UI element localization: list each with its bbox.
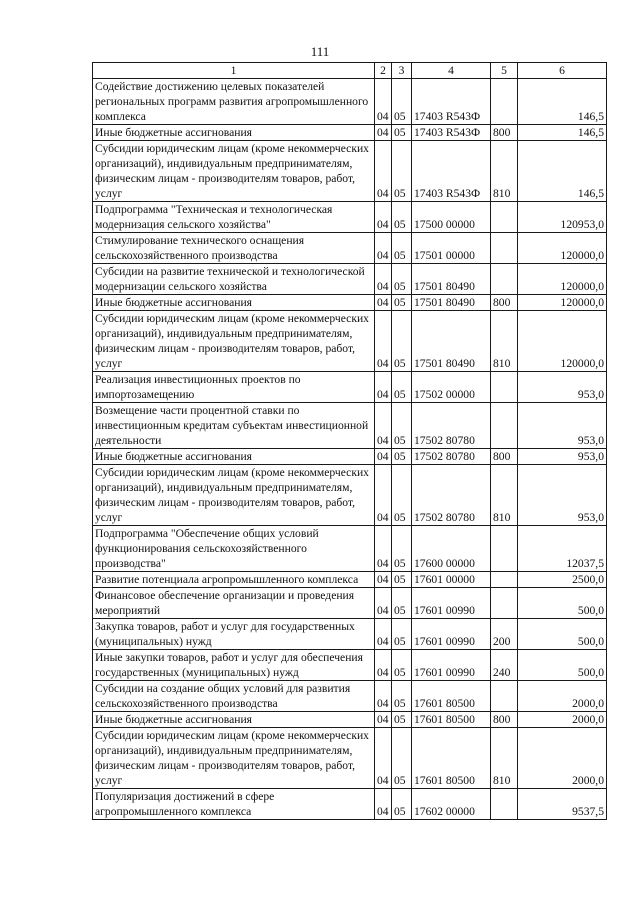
row-expense-type: 810 [491, 311, 518, 372]
table-row [93, 233, 607, 264]
row-expense-type [491, 526, 518, 572]
row-amount: 120000,0 [518, 295, 607, 311]
row-expense-type: 240 [491, 650, 518, 681]
row-amount: 953,0 [518, 449, 607, 465]
row-name: Субсидии юридическим лицам (кроме некоммерческих организаций), индивидуальным предпринимателям, физическим лицам - производителям товаров, работ, услуг [93, 728, 375, 789]
table-row [93, 295, 607, 311]
row-name: Финансовое обеспечение организации и проведения мероприятий [93, 588, 375, 619]
row-name: Иные бюджетные ассигнования [93, 295, 375, 311]
row-subsection: 05 [392, 789, 412, 820]
row-target-code: 17501 80490 [412, 311, 491, 372]
table-row [93, 712, 607, 728]
row-amount: 120000,0 [518, 233, 607, 264]
row-subsection: 05 [392, 650, 412, 681]
row-expense-type: 810 [491, 141, 518, 202]
table-row [93, 681, 607, 712]
row-target-code: 17601 00990 [412, 619, 491, 650]
row-section: 04 [375, 311, 392, 372]
row-section: 04 [375, 650, 392, 681]
table-row [93, 141, 607, 202]
header-target-code: 4 [412, 63, 491, 79]
table-row [93, 572, 607, 588]
row-target-code: 17500 00000 [412, 202, 491, 233]
row-target-code: 17501 80490 [412, 264, 491, 295]
row-subsection: 05 [392, 712, 412, 728]
table-row [93, 372, 607, 403]
row-name: Подпрограмма "Техническая и технологическая модернизация сельского хозяйства" [93, 202, 375, 233]
row-amount: 2000,0 [518, 681, 607, 712]
row-name: Возмещение части процентной ставки по инвестиционным кредитам субъектам инвестиционной деятельности [93, 403, 375, 449]
row-subsection: 05 [392, 125, 412, 141]
row-section: 04 [375, 728, 392, 789]
row-expense-type: 800 [491, 295, 518, 311]
row-name: Закупка товаров, работ и услуг для государственных (муниципальных) нужд [93, 619, 375, 650]
row-name: Субсидии юридическим лицам (кроме некоммерческих организаций), индивидуальным предпринимателям, физическим лицам - производителям товаров, работ, услуг [93, 465, 375, 526]
row-section: 04 [375, 403, 392, 449]
row-amount: 12037,5 [518, 526, 607, 572]
row-section: 04 [375, 789, 392, 820]
row-section: 04 [375, 141, 392, 202]
row-name: Иные бюджетные ассигнования [93, 712, 375, 728]
row-expense-type: 200 [491, 619, 518, 650]
row-target-code: 17502 80780 [412, 449, 491, 465]
row-target-code: 17602 00000 [412, 789, 491, 820]
table-row [93, 79, 607, 125]
row-subsection: 05 [392, 264, 412, 295]
row-expense-type [491, 681, 518, 712]
row-expense-type: 800 [491, 449, 518, 465]
row-target-code: 17403 R543Ф [412, 125, 491, 141]
row-subsection: 05 [392, 465, 412, 526]
header-section: 2 [375, 63, 392, 79]
row-target-code: 17502 80780 [412, 403, 491, 449]
row-subsection: 05 [392, 681, 412, 712]
row-section: 04 [375, 619, 392, 650]
row-amount: 953,0 [518, 465, 607, 526]
row-subsection: 05 [392, 79, 412, 125]
header-amount: 6 [518, 63, 607, 79]
row-subsection: 05 [392, 141, 412, 202]
row-name: Стимулирование технического оснащения сельскохозяйственного производства [93, 233, 375, 264]
row-subsection: 05 [392, 311, 412, 372]
row-amount: 500,0 [518, 588, 607, 619]
row-section: 04 [375, 681, 392, 712]
row-subsection: 05 [392, 526, 412, 572]
row-target-code: 17501 00000 [412, 233, 491, 264]
row-section: 04 [375, 465, 392, 526]
row-expense-type [491, 572, 518, 588]
header-subsection: 3 [392, 63, 412, 79]
row-section: 04 [375, 125, 392, 141]
page-number: 111 [310, 44, 330, 59]
row-target-code: 17501 80490 [412, 295, 491, 311]
row-name: Содействие достижению целевых показателей региональных программ развития агропромышленного комплекса [93, 79, 375, 125]
row-amount: 146,5 [518, 141, 607, 202]
row-target-code: 17600 00000 [412, 526, 491, 572]
row-subsection: 05 [392, 619, 412, 650]
header-name: 1 [93, 63, 375, 79]
row-section: 04 [375, 233, 392, 264]
row-section: 04 [375, 264, 392, 295]
row-subsection: 05 [392, 372, 412, 403]
row-target-code: 17403 R543Ф [412, 141, 491, 202]
row-subsection: 05 [392, 233, 412, 264]
row-expense-type [491, 202, 518, 233]
row-subsection: 05 [392, 728, 412, 789]
row-subsection: 05 [392, 295, 412, 311]
row-name: Иные закупки товаров, работ и услуг для обеспечения государственных (муниципальных) нужд [93, 650, 375, 681]
row-section: 04 [375, 712, 392, 728]
table-row [93, 619, 607, 650]
row-section: 04 [375, 79, 392, 125]
row-amount: 9537,5 [518, 789, 607, 820]
row-target-code: 17601 80500 [412, 728, 491, 789]
row-target-code: 17601 80500 [412, 712, 491, 728]
row-amount: 500,0 [518, 650, 607, 681]
budget-table [92, 62, 607, 820]
row-amount: 2000,0 [518, 712, 607, 728]
row-expense-type [491, 403, 518, 449]
row-section: 04 [375, 572, 392, 588]
row-subsection: 05 [392, 572, 412, 588]
row-amount: 120000,0 [518, 311, 607, 372]
row-target-code: 17502 80780 [412, 465, 491, 526]
table-row [93, 526, 607, 572]
row-name: Иные бюджетные ассигнования [93, 449, 375, 465]
row-target-code: 17601 80500 [412, 681, 491, 712]
row-amount: 146,5 [518, 125, 607, 141]
row-subsection: 05 [392, 202, 412, 233]
row-section: 04 [375, 588, 392, 619]
row-name: Субсидии юридическим лицам (кроме некоммерческих организаций), индивидуальным предпринимателям, физическим лицам - производителям товаров, работ, услуг [93, 141, 375, 202]
row-target-code: 17601 00000 [412, 572, 491, 588]
row-name: Развитие потенциала агропромышленного комплекса [93, 572, 375, 588]
row-amount: 953,0 [518, 403, 607, 449]
row-target-code: 17601 00990 [412, 588, 491, 619]
row-expense-type [491, 372, 518, 403]
row-name: Реализация инвестиционных проектов по импортозамещению [93, 372, 375, 403]
row-name: Субсидии на создание общих условий для развития сельскохозяйственного производства [93, 681, 375, 712]
table-row [93, 202, 607, 233]
row-expense-type [491, 233, 518, 264]
row-name: Субсидии на развитие технической и технологической модернизации сельского хозяйства [93, 264, 375, 295]
row-target-code: 17601 00990 [412, 650, 491, 681]
row-name: Субсидии юридическим лицам (кроме некоммерческих организаций), индивидуальным предпринимателям, физическим лицам - производителям товаров, работ, услуг [93, 311, 375, 372]
row-expense-type [491, 79, 518, 125]
row-amount: 120953,0 [518, 202, 607, 233]
row-name: Подпрограмма "Обеспечение общих условий функционирования сельскохозяйственного производства" [93, 526, 375, 572]
row-amount: 146,5 [518, 79, 607, 125]
row-subsection: 05 [392, 449, 412, 465]
row-amount: 953,0 [518, 372, 607, 403]
row-subsection: 05 [392, 588, 412, 619]
row-expense-type [491, 264, 518, 295]
row-amount: 120000,0 [518, 264, 607, 295]
row-expense-type: 810 [491, 465, 518, 526]
row-section: 04 [375, 295, 392, 311]
table-row [93, 449, 607, 465]
table-row [93, 465, 607, 526]
row-target-code: 17502 00000 [412, 372, 491, 403]
row-target-code: 17403 R543Ф [412, 79, 491, 125]
row-expense-type [491, 588, 518, 619]
table-row [93, 728, 607, 789]
row-expense-type [491, 789, 518, 820]
row-section: 04 [375, 202, 392, 233]
row-section: 04 [375, 526, 392, 572]
header-expense-type: 5 [491, 63, 518, 79]
row-amount: 2500,0 [518, 572, 607, 588]
row-amount: 2000,0 [518, 728, 607, 789]
row-subsection: 05 [392, 403, 412, 449]
table-row [93, 264, 607, 295]
row-amount: 500,0 [518, 619, 607, 650]
row-expense-type: 810 [491, 728, 518, 789]
row-section: 04 [375, 372, 392, 403]
row-name: Популяризация достижений в сфере агропромышленного комплекса [93, 789, 375, 820]
row-name: Иные бюджетные ассигнования [93, 125, 375, 141]
table-row [93, 311, 607, 372]
row-section: 04 [375, 449, 392, 465]
row-expense-type: 800 [491, 125, 518, 141]
row-expense-type: 800 [491, 712, 518, 728]
table-row [93, 650, 607, 681]
table-header-row [93, 63, 607, 79]
table-row [93, 588, 607, 619]
table-row [93, 789, 607, 820]
table-row [93, 125, 607, 141]
table-row [93, 403, 607, 449]
